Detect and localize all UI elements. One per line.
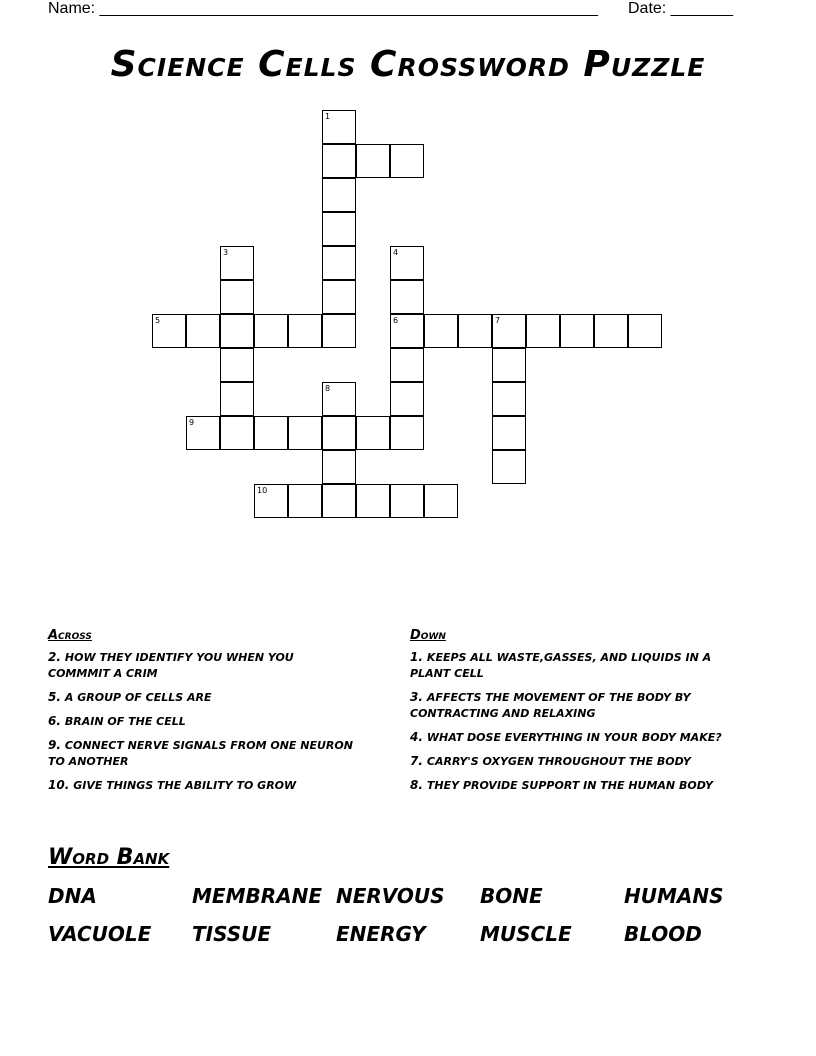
grid-cell[interactable] — [492, 382, 526, 416]
name-field-label[interactable]: Name: ________________________________________________________ — [48, 0, 598, 17]
grid-cell[interactable] — [356, 484, 390, 518]
grid-cell[interactable] — [390, 416, 424, 450]
clue-number: 10. — [48, 778, 70, 792]
down-clues — [410, 628, 750, 801]
grid-cell[interactable] — [356, 416, 390, 450]
clue-across-10 — [48, 777, 358, 794]
clue-down-7 — [410, 753, 750, 770]
grid-cell[interactable] — [424, 484, 458, 518]
grid-cell[interactable] — [356, 144, 390, 178]
grid-cell[interactable] — [390, 144, 424, 178]
grid-cell[interactable] — [322, 110, 356, 144]
clue-down-8 — [410, 777, 750, 794]
grid-cell-number: 6 — [393, 316, 399, 325]
grid-cell[interactable] — [492, 348, 526, 382]
clue-down-1 — [410, 649, 750, 682]
word-bank-item: BLOOD — [624, 922, 702, 946]
page-title: Science Cells Crossword Puzzle — [110, 44, 706, 85]
grid-cell[interactable] — [220, 348, 254, 382]
grid-cell[interactable] — [390, 246, 424, 280]
word-bank-item: DNA — [48, 884, 97, 908]
word-bank-item: ENERGY — [336, 922, 426, 946]
grid-cell-number: 10 — [257, 486, 268, 495]
grid-cell[interactable] — [220, 382, 254, 416]
clue-number: 6. — [48, 714, 61, 728]
across-clues — [48, 628, 358, 801]
grid-cell[interactable] — [560, 314, 594, 348]
clue-across-9 — [48, 737, 358, 770]
grid-cell[interactable] — [594, 314, 628, 348]
grid-cell[interactable] — [390, 280, 424, 314]
clue-text: AFFECTS THE MOVEMENT OF THE BODY BY CONTRACTING AND RELAXING — [410, 691, 691, 720]
clue-text: KEEPS ALL WASTE,GASSES, AND LIQUIDS IN A PLANT CELL — [410, 651, 712, 680]
clue-across-2 — [48, 649, 358, 682]
grid-cell[interactable] — [322, 416, 356, 450]
clue-text: HOW THEY IDENTIFY YOU WHEN YOU COMMMIT A CRIM — [48, 651, 294, 680]
word-bank-item: BONE — [480, 884, 543, 908]
grid-cell[interactable] — [526, 314, 560, 348]
grid-cell-number: 7 — [495, 316, 501, 325]
clue-number: 1. — [410, 650, 423, 664]
grid-cell[interactable] — [288, 484, 322, 518]
grid-cell[interactable] — [424, 314, 458, 348]
clue-text: BRAIN OF THE CELL — [64, 715, 186, 728]
down-heading: Down — [410, 628, 446, 643]
grid-cell-number: 9 — [189, 418, 195, 427]
grid-cell[interactable] — [322, 314, 356, 348]
grid-cell[interactable] — [390, 348, 424, 382]
word-bank-item: HUMANS — [624, 884, 724, 908]
grid-cell[interactable] — [390, 484, 424, 518]
clue-down-3 — [410, 689, 750, 722]
grid-cell[interactable] — [322, 382, 356, 416]
clue-number: 9. — [48, 738, 61, 752]
grid-cell-number: 3 — [223, 248, 229, 257]
clue-across-5 — [48, 689, 358, 706]
grid-cell[interactable] — [458, 314, 492, 348]
clue-number: 8. — [410, 778, 423, 792]
word-bank-title: Word Bank — [48, 845, 170, 870]
grid-cell[interactable] — [322, 144, 356, 178]
word-bank-item: NERVOUS — [336, 884, 445, 908]
clue-number: 4. — [410, 730, 423, 744]
grid-cell[interactable] — [390, 314, 424, 348]
grid-cell[interactable] — [220, 416, 254, 450]
clue-number: 7. — [410, 754, 423, 768]
clue-text: CONNECT NERVE SIGNALS FROM ONE NEURON TO ANOTHER — [48, 739, 353, 768]
grid-cell[interactable] — [492, 416, 526, 450]
clue-number: 5. — [48, 690, 61, 704]
grid-cell[interactable] — [220, 280, 254, 314]
grid-cell[interactable] — [288, 416, 322, 450]
grid-cell[interactable] — [322, 450, 356, 484]
clue-text: THEY PROVIDE SUPPORT IN THE HUMAN BODY — [426, 779, 713, 792]
clue-text: WHAT DOSE EVERYTHING IN YOUR BODY MAKE? — [426, 731, 722, 744]
grid-cell[interactable] — [492, 450, 526, 484]
grid-cell[interactable] — [254, 314, 288, 348]
clue-across-6 — [48, 713, 358, 730]
grid-cell[interactable] — [254, 416, 288, 450]
word-bank-item: VACUOLE — [48, 922, 152, 946]
grid-cell-number: 8 — [325, 384, 331, 393]
grid-cell[interactable] — [254, 484, 288, 518]
grid-cell[interactable] — [152, 314, 186, 348]
grid-cell[interactable] — [322, 178, 356, 212]
grid-cell[interactable] — [186, 416, 220, 450]
clue-text: A GROUP OF CELLS ARE — [64, 691, 212, 704]
word-bank-item: MUSCLE — [480, 922, 572, 946]
clue-text: GIVE THINGS THE ABILITY TO GROW — [73, 779, 297, 792]
grid-cell[interactable] — [186, 314, 220, 348]
clue-text: CARRY'S OXYGEN THROUGHOUT THE BODY — [426, 755, 691, 768]
word-bank-item: TISSUE — [192, 922, 272, 946]
grid-cell[interactable] — [492, 314, 526, 348]
grid-cell[interactable] — [322, 484, 356, 518]
grid-cell[interactable] — [220, 314, 254, 348]
grid-cell[interactable] — [288, 314, 322, 348]
grid-cell[interactable] — [220, 246, 254, 280]
word-bank-item: MEMBRANE — [192, 884, 322, 908]
grid-cell[interactable] — [322, 212, 356, 246]
grid-cell-number: 5 — [155, 316, 161, 325]
clue-number: 2. — [48, 650, 61, 664]
across-heading: Across — [48, 628, 92, 643]
date-field-label[interactable]: Date: _______ — [628, 0, 733, 17]
clue-number: 3. — [410, 690, 423, 704]
grid-cell[interactable] — [322, 280, 356, 314]
grid-cell[interactable] — [390, 382, 424, 416]
clue-down-4 — [410, 729, 750, 746]
grid-cell-number: 1 — [325, 112, 331, 121]
grid-cell[interactable] — [322, 246, 356, 280]
grid-cell-number: 4 — [393, 248, 399, 257]
grid-cell[interactable] — [628, 314, 662, 348]
